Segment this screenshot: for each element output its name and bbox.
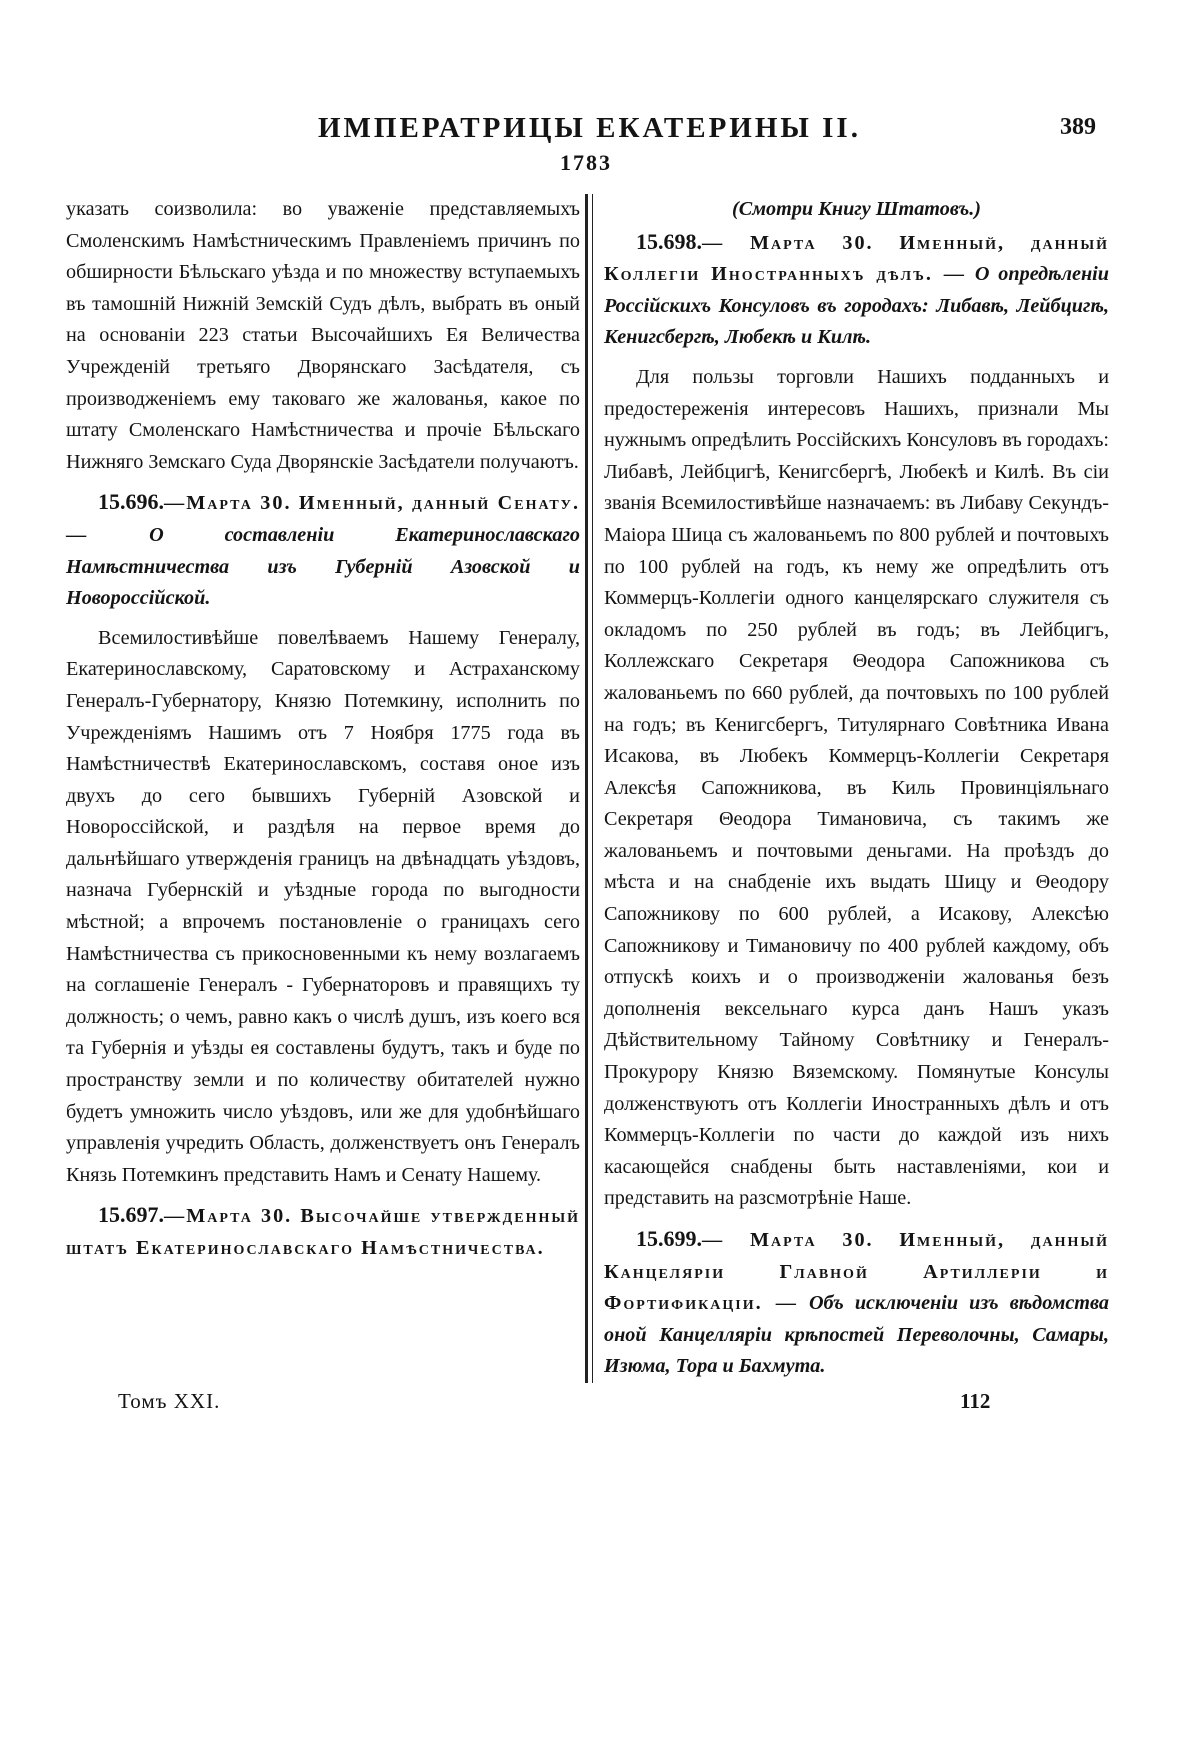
entry-15698-heading <box>604 226 1109 354</box>
entry-number: 15.696. <box>98 489 164 515</box>
page-header <box>0 112 1200 152</box>
entry-header: —Марта 30. Именный, данный Сенату. — <box>66 492 580 546</box>
entry-title: О составленіи Екатеринославскаго Намѣстничества изъ Губерній Азовской и Новороссійской. <box>66 523 581 610</box>
entry-15699-heading <box>604 1223 1109 1383</box>
running-title: ИМПЕРАТРИЦЫ ЕКАТЕРИНЫ II. <box>318 112 861 144</box>
entry-15698-body: Для пользы торговли Нашихъ подданныхъ и предостереженія интересовъ Нашихъ, признали Мы нужнымъ опредѣлить Россійскихъ Консуловъ въ городахъ: Либавѣ, Лейбцигѣ, Кенигсбергѣ, Любекѣ и Килѣ. Въ сіи званія Всемилостивѣйше назначаемъ: въ Либаву Секундъ-Маіора Шица съ жалованьемъ по 800 рублей и почтовыхъ по 100 рублей на годъ, къ нему же опредѣлить отъ Коммерцъ-Коллегіи одного канцелярскаго служителя съ окладомъ по 250 рублей въ годъ; въ Лейбцигъ, Коллежскаго Секретаря Θеодора Сапожникова съ жалованьемъ по 660 рублей, да почтовыхъ по 100 рублей на годъ; въ Кенигсбергъ, Титулярнаго Совѣтника Ивана Исакова, въ Любекъ Коммерцъ-Коллегіи Секретаря Алексѣя Сапожникова, въ Киль Провинціяльнаго Секретаря Θеодора Тимановича, съ такимъ же жалованьемъ и почтовыми деньгами. На проѣздъ до мѣста и на снабденіе ихъ выдать Шицу и Θеодору Сапожникову по 600 рублей, а Исакову, Алексѣю Сапожникову и Тимановичу по 400 рублей каждому, объ отпускѣ коихъ и о производженіи жалованья безъ дополненія вексельнаго курса данъ Нашъ указъ Дѣйствительному Тайному Совѣтнику и Генералъ-Прокурору Князю Вяземскому. Помянутые Консулы долженствуютъ отъ Коллегіи Иностранныхъ дѣлъ и отъ Коммерцъ-Коллегіи по части до каждой изъ нихъ касающейся снабдены быть наставленіями, кои и представить на разсмотрѣніе Наше. <box>604 365 1109 1210</box>
entry-15696-body: Всемилостивѣйше повелѣваемъ Нашему Генералу, Екатеринославскому, Саратовскому и Астраханскому Генералъ-Губернатору, Князю Потемкину, исполнить по Учрежденіямъ Нашимъ отъ 7 Ноября 1775 года въ Намѣстничествѣ Екатеринославскомъ, составя оное изъ двухъ до сего бывшихъ Губерній Азовской и Новороссійской, и раздѣля на первое время до дальнѣйшаго утвержденія границъ на двѣнадцать уѣздовъ, назнача Губернскій и уѣздные города по выгодности мѣстной; а впрочемъ постановленіе о границахъ сего Намѣстничества съ прикосновенными къ нему возлагаемъ на соглашеніе Генералъ - Губернаторовъ и правящихъ ту должность; о чемъ, равно какъ о числѣ душъ, изъ коего вся та Губернія и уѣзды ея составлены будутъ, такъ и буде по пространству земли и по количеству обитателей нужно будетъ умножить число уѣздовъ, или же для удобнѣйшаго управленія учредить Область, долженствуетъ онъ Генералъ Князь Потемкинъ представить Намъ и Сенату Нашему. <box>66 626 580 1186</box>
page-number: 389 <box>1060 114 1096 140</box>
right-column <box>604 194 1109 1383</box>
entry-number: 15.697. <box>98 1202 164 1228</box>
entry-header: — Марта 30. Именный, данный Канцелярiи Главной Артиллерiи и Фортификацiи. — <box>604 1229 1109 1315</box>
see-staff-note: (Смотри Книгу Штатовъ.) <box>732 198 981 220</box>
entry-number: 15.698. <box>636 228 702 254</box>
entry-15697-heading <box>66 1199 580 1264</box>
entry-number: 15.699. <box>636 1226 702 1251</box>
entry-header: —Марта 30. Высочайше утвержденный штатъ Екатеринославскаго Намѣстничества. <box>66 1205 580 1259</box>
paragraph-continuation: указать соизволила: во уваженіе представляемыхъ Смоленскимъ Намѣстническимъ Правленіемъ причинъ по обширности Бѣльскаго уѣзда и по множеству вступаемыхъ въ тамошній Нижній Земскій Судъ дѣлъ, выбрать въ оный на основаніи 223 статьи Высочайшихъ Ея Величества Учрежденій третьяго Дворянскаго Засѣдателя, съ производженіемъ ему таковаго же жалованья, какое по штату Смоленскаго Намѣстничества и прочіе Бѣльскаго Нижняго Земскаго Суда Дворянскіе Засѣдатели получаютъ. <box>66 198 580 473</box>
volume-label: Томъ XXI. <box>118 1388 221 1413</box>
entry-title: О опредѣленіи Россійскихъ Консуловъ въ городахъ: Либавѣ, Лейбцигѣ, Кенигсбергѣ, Любекѣ и Килѣ. <box>604 263 1110 349</box>
entry-15696-heading <box>66 486 580 614</box>
column-divider <box>585 194 593 1383</box>
entry-title: Объ исключеніи изъ вѣдомства оной Канцелляріи крѣпостей Переволочны, Самары, Изюма, Тора и Бахмута. <box>604 1292 1109 1378</box>
year-heading: 1783 <box>560 150 612 175</box>
entry-header: — Марта 30. Именный, данный Коллегіи Иностранныхъ дѣлъ. — <box>604 231 1109 286</box>
signature-mark: 112 <box>960 1388 991 1413</box>
left-column <box>66 194 580 1265</box>
